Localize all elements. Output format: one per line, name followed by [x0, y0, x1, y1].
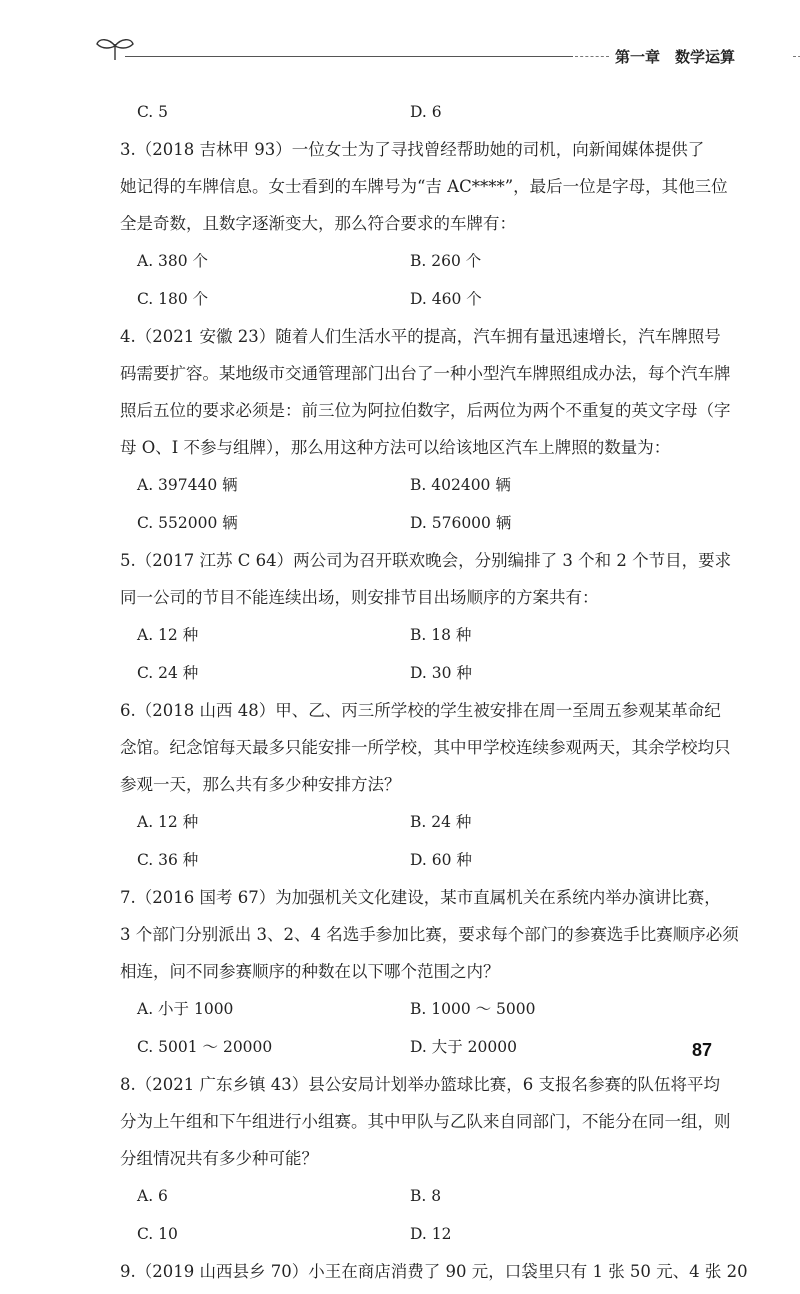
option-row [120, 508, 700, 538]
option-b: B. 1000 ～ 5000 [410, 1000, 536, 1018]
question-text-line: 母 O、I 不参与组牌），那么用这种方法可以给该地区汽车上牌照的数量为： [120, 438, 671, 457]
question-6 [120, 696, 731, 875]
question-text-line: 参观一天，那么共有多少种安排方法？ [120, 775, 401, 794]
option-a: A. 380 个 [137, 252, 209, 270]
option-c: C. 5 [137, 103, 169, 121]
option-b: B. 24 种 [410, 813, 472, 831]
option-d: D. 大于 20000 [410, 1038, 517, 1056]
option-d: D. 460 个 [410, 290, 482, 308]
sprout-icon [95, 34, 135, 64]
option-row [120, 845, 700, 875]
question-9 [120, 1257, 748, 1286]
question-5 [120, 546, 732, 688]
header-dash-left [575, 56, 609, 57]
option-row [120, 97, 700, 127]
header-dash-right [793, 56, 800, 57]
question-text-line: 分为上午组和下午组进行小组赛。其中甲队与乙队来自同部门，不能分在同一组，则 [120, 1112, 731, 1131]
option-d: D. 60 种 [410, 851, 472, 869]
question-4 [120, 322, 731, 538]
page-header [95, 34, 785, 64]
question-text-line: 6.（2018 山西 48）甲、乙、丙三所学校的学生被安排在周一至周五参观某革命纪 [120, 701, 721, 720]
option-c: C. 5001 ～ 20000 [137, 1038, 273, 1056]
question-text-line: 照后五位的要求必须是：前三位为阿拉伯数字，后两位为两个不重复的英文字母（字 [120, 401, 731, 420]
option-c: C. 24 种 [137, 664, 199, 682]
option-row [120, 246, 700, 276]
question-text-line: 5.（2017 江苏 C 64）两公司为召开联欢晚会，分别编排了 3 个和 2 个节目，要求 [120, 551, 732, 570]
option-a: A. 397440 辆 [137, 476, 238, 494]
option-c: C. 10 [137, 1225, 178, 1243]
question-text-line: 4.（2021 安徽 23）随着人们生活水平的提高，汽车拥有量迅速增长，汽车牌照号 [120, 327, 721, 346]
option-b: B. 260 个 [410, 252, 482, 270]
question-text-line: 同一公司的节目不能连续出场，则安排节目出场顺序的方案共有： [120, 588, 599, 607]
option-a: A. 12 种 [137, 813, 199, 831]
question-text-line: 8.（2021 广东乡镇 43）县公安局计划举办篮球比赛，6 支报名参赛的队伍将平均 [120, 1075, 720, 1094]
question-text-line: 念馆。纪念馆每天最多只能安排一所学校，其中甲学校连续参观两天，其余学校均只 [120, 738, 731, 757]
question-text-line: 7.（2016 国考 67）为加强机关文化建设，某市直属机关在系统内举办演讲比赛， [120, 888, 721, 907]
option-c: C. 36 种 [137, 851, 199, 869]
header-rule [125, 56, 573, 57]
option-row [120, 1219, 700, 1249]
option-c: C. 180 个 [137, 290, 209, 308]
option-d: D. 576000 辆 [410, 514, 512, 532]
question-8 [120, 1070, 731, 1249]
question-text-line: 相连，问不同参赛顺序的种数在以下哪个范围之内？ [120, 962, 500, 981]
option-d: D. 6 [410, 103, 442, 121]
option-a: A. 6 [137, 1187, 168, 1205]
option-row [120, 1181, 700, 1211]
option-b: B. 18 种 [410, 626, 472, 644]
question-3 [120, 135, 728, 314]
option-row [120, 658, 700, 688]
chapter-title: 第一章 数学运算 [615, 48, 736, 66]
option-d: D. 12 [410, 1225, 452, 1243]
question-text-line: 3.（2018 吉林甲 93）一位女士为了寻找曾经帮助她的司机，向新闻媒体提供了 [120, 140, 705, 159]
option-row [120, 807, 700, 837]
question-text-line: 分组情况共有多少种可能？ [120, 1149, 318, 1168]
option-row [120, 284, 700, 314]
question-text-line: 码需要扩容。某地级市交通管理部门出台了一种小型汽车牌照组成办法，每个汽车牌 [120, 364, 731, 383]
question-text-line: 3 个部门分别派出 3、2、4 名选手参加比赛，要求每个部门的参赛选手比赛顺序必须 [120, 925, 739, 944]
option-a: A. 12 种 [137, 626, 199, 644]
page-number: 87 [691, 1040, 712, 1060]
question-text-line: 9.（2019 山西县乡 70）小王在商店消费了 90 元，口袋里只有 1 张 50 元、4 张 20 [120, 1262, 748, 1281]
option-b: B. 402400 辆 [410, 476, 511, 494]
option-row [120, 994, 700, 1024]
option-row [120, 620, 700, 650]
option-a: A. 小于 1000 [137, 1000, 234, 1018]
option-d: D. 30 种 [410, 664, 472, 682]
option-c: C. 552000 辆 [137, 514, 238, 532]
option-row [120, 470, 700, 500]
question-text-line: 全是奇数，且数字逐渐变大，那么符合要求的车牌有： [120, 214, 516, 233]
question-text-line: 她记得的车牌信息。女士看到的车牌号为“吉 AC****”，最后一位是字母，其他三位 [120, 177, 728, 196]
option-row [120, 1032, 700, 1062]
option-b: B. 8 [410, 1187, 442, 1205]
